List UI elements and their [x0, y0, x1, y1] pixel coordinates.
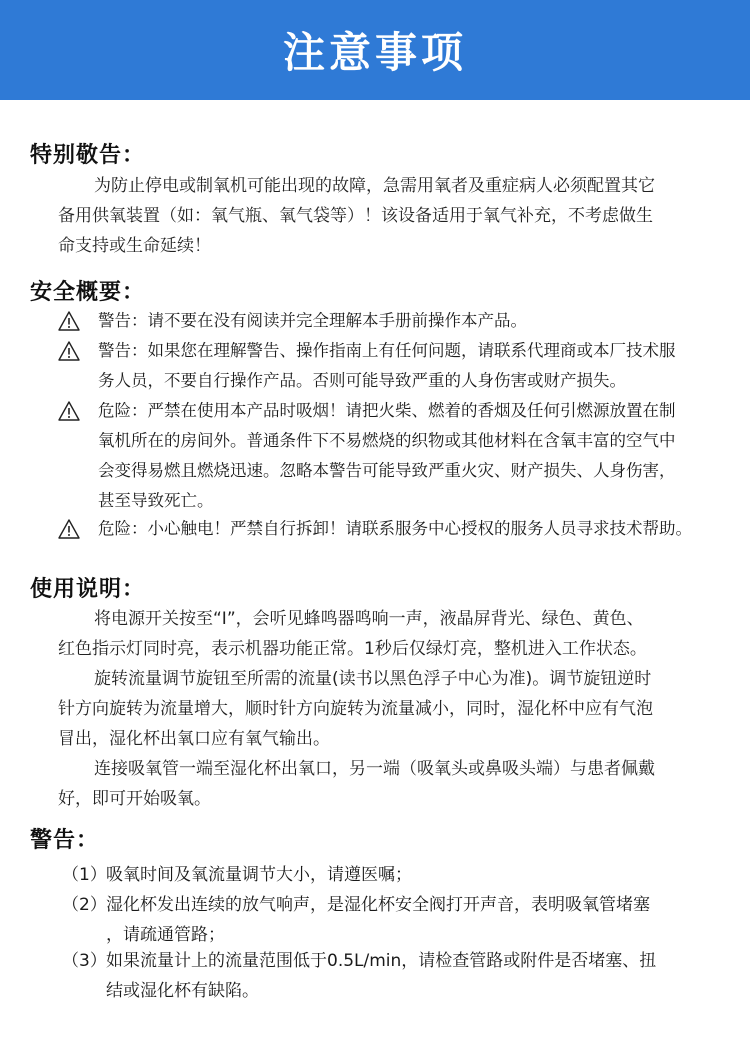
safety-line: 甚至导致死亡。 [98, 491, 214, 510]
paragraph-line: 连接吸氧管一端至湿化杯出氧口，另一端（吸氧头或鼻吸头端）与患者佩戴 [94, 759, 655, 779]
paragraph-line: 冒出，湿化杯出氧口应有氧气输出。 [58, 729, 330, 749]
safety-item-text [98, 514, 692, 544]
safety-line: 警告：请不要在没有阅读并完全理解本手册前操作本产品。 [98, 311, 527, 330]
safety-item [58, 306, 718, 336]
caution-line: 吸氧时间及氧流量调节大小，请遵医嘱； [106, 865, 412, 885]
page-title: 注意事项 [282, 28, 467, 77]
paragraph-line: 备用供氧装置（如：氧气瓶、氧气袋等）！该设备适用于氧气补充，不考虑做生 [58, 206, 653, 226]
caution-item-text [106, 890, 650, 950]
caution-item-number: （2） [62, 895, 107, 915]
safety-item-text [98, 396, 676, 516]
usage-paragraph [58, 604, 718, 814]
caution-line: 湿化杯发出连续的放气响声，是湿化杯安全阀打开声音，表明吸氧管堵塞 [106, 895, 650, 915]
safety-line: 氧机所在的房间外。普通条件下不易燃烧的织物或其他材料在含氧丰富的空气中 [98, 431, 676, 450]
paragraph-line: 红色指示灯同时亮，表示机器功能正常。1秒后仅绿灯亮，整机进入工作状态。 [58, 639, 647, 659]
caution-item-number: （3） [62, 951, 107, 971]
paragraph-line: 针方向旋转为流量增大，顺时针方向旋转为流量减小，同时，湿化杯中应有气泡 [58, 699, 653, 719]
title-banner [0, 0, 750, 100]
caution-line: 如果流量计上的流量范围低于0.5L/min，请检查管路或附件是否堵塞、扭 [106, 951, 657, 971]
safety-line: 警告：如果您在理解警告、操作指南上有任何问题，请联系代理商或本厂技术服 [98, 341, 676, 360]
usage-heading: 使用说明： [30, 577, 146, 602]
paragraph-line: 命支持或生命延续！ [58, 236, 211, 256]
paragraph-line: 旋转流量调节旋钮至所需的流量(读书以黑色浮子中心为准)。调节旋钮逆时 [94, 669, 652, 689]
warning-triangle-icon [58, 400, 80, 422]
safety-item [58, 336, 718, 396]
safety-line: 务人员，不要自行操作产品。否则可能导致严重的人身伤害或财产损失。 [98, 371, 626, 390]
caution-item-text [106, 946, 656, 1006]
safety-item-text [98, 336, 676, 396]
safety-line: 危险：严禁在使用本产品时吸烟！请把火柴、燃着的香烟及任何引燃源放置在制 [98, 401, 676, 420]
caution-heading: 警告： [30, 828, 100, 853]
caution-line: 结或湿化杯有缺陷。 [106, 981, 259, 1001]
warning-triangle-icon [58, 518, 80, 540]
paragraph-line: 将电源开关按至“I”，会听见蜂鸣器鸣响一声，液晶屏背光、绿色、黄色、 [94, 609, 644, 629]
caution-item-text [106, 860, 412, 890]
safety-item-text [98, 306, 527, 336]
safety-summary-heading: 安全概要： [30, 280, 146, 305]
warning-triangle-icon [58, 310, 80, 332]
caution-line: ，请疏通管路； [106, 925, 225, 945]
special-warning-heading: 特别敬告： [30, 143, 146, 168]
caution-item-number: （1） [62, 865, 107, 885]
safety-item [58, 514, 718, 544]
paragraph-line: 好，即可开始吸氧。 [58, 789, 211, 809]
warning-triangle-icon [58, 340, 80, 362]
paragraph-line: 为防止停电或制氧机可能出现的故障，急需用氧者及重症病人必须配置其它 [94, 176, 655, 196]
safety-item [58, 396, 718, 516]
safety-line: 会变得易燃且燃烧迅速。忽略本警告可能导致严重火灾、财产损失、人身伤害， [98, 461, 676, 480]
safety-line: 危险：小心触电！严禁自行拆卸！请联系服务中心授权的服务人员寻求技术帮助。 [98, 519, 692, 538]
special-warning-paragraph [58, 171, 718, 261]
